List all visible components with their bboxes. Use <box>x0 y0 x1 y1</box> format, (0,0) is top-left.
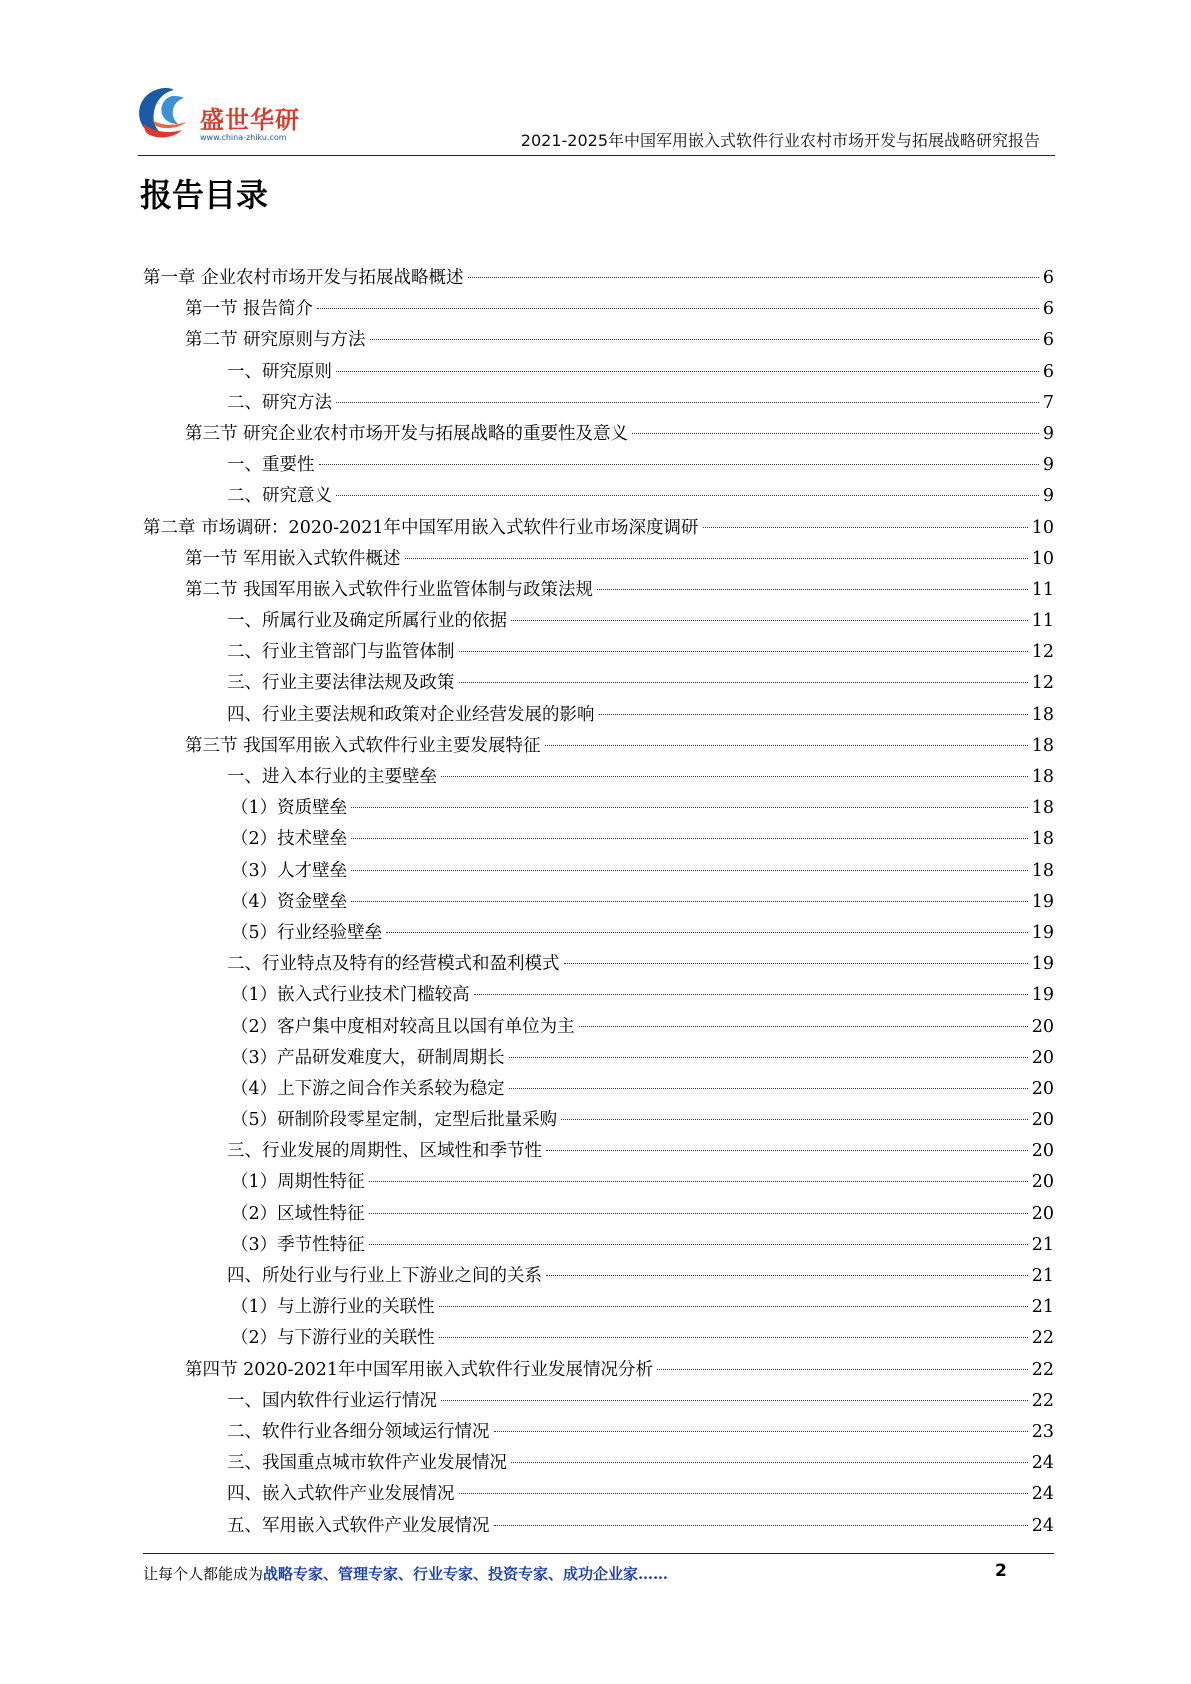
toc-entry-page: 20 <box>1031 1047 1054 1068</box>
toc-leader-dots <box>509 1057 1028 1058</box>
toc-leader-dots <box>351 807 1028 808</box>
toc-leader-dots <box>632 433 1039 434</box>
toc-entry-page: 6 <box>1042 361 1054 382</box>
toc-entry-page: 20 <box>1031 1203 1054 1224</box>
toc-entry-page: 6 <box>1042 299 1054 320</box>
toc-entry-label: （3）人才壁垒 <box>231 860 348 881</box>
toc-entry-page: 9 <box>1042 423 1054 444</box>
toc-entry-subitem[interactable] <box>143 1168 1054 1199</box>
toc-entry-label: （5）行业经验壁垒 <box>231 922 383 943</box>
toc-entry-label: 一、国内软件行业运行情况 <box>227 1390 437 1411</box>
toc-entry-page: 21 <box>1031 1234 1054 1255</box>
page-number: 2 <box>995 1561 1007 1581</box>
toc-entry-subitem[interactable] <box>143 919 1054 950</box>
toc-entry-section[interactable] <box>143 576 1054 607</box>
toc-leader-dots <box>564 963 1028 964</box>
toc-leader-dots <box>439 1337 1028 1338</box>
footer-slogan <box>143 1563 668 1584</box>
toc-leader-dots <box>494 1525 1028 1526</box>
toc-leader-dots <box>459 682 1028 683</box>
toc-leader-dots <box>441 1400 1028 1401</box>
toc-entry-label: （4）上下游之间合作关系较为稳定 <box>231 1078 505 1099</box>
toc-entry-item[interactable] <box>143 358 1054 389</box>
toc-entry-page: 22 <box>1031 1328 1054 1349</box>
toc-entry-item[interactable] <box>143 1418 1054 1449</box>
logo-wordmark: 盛世华研 <box>200 106 300 134</box>
toc-leader-dots <box>319 464 1039 465</box>
toc-entry-label: 第二节 研究原则与方法 <box>185 330 366 351</box>
toc-leader-dots <box>597 589 1028 590</box>
toc-entry-label: （1）资质壁垒 <box>231 798 348 819</box>
toc-entry-page: 21 <box>1031 1297 1054 1318</box>
toc-entry-subitem[interactable] <box>143 1293 1054 1324</box>
toc-entry-item[interactable] <box>143 451 1054 482</box>
toc-entry-item[interactable] <box>143 1262 1054 1293</box>
slogan-highlight: 战略专家、管理专家、行业专家、投资专家、成功企业家…… <box>263 1565 669 1583</box>
toc-entry-label: 三、我国重点城市软件产业发展情况 <box>227 1453 507 1474</box>
toc-entry-page: 12 <box>1031 673 1054 694</box>
toc-entry-subitem[interactable] <box>143 1324 1054 1355</box>
toc-entry-section[interactable] <box>143 326 1054 357</box>
toc-leader-dots <box>511 1462 1028 1463</box>
toc-entry-page: 18 <box>1031 735 1054 756</box>
toc-entry-subitem[interactable] <box>143 1200 1054 1231</box>
toc-entry-chapter[interactable] <box>143 264 1054 295</box>
toc-entry-label: （4）资金壁垒 <box>231 891 348 912</box>
toc-entry-label: 二、研究意义 <box>227 486 332 507</box>
toc-entry-section[interactable] <box>143 295 1054 326</box>
toc-entry-label: 二、行业主管部门与监管体制 <box>227 642 455 663</box>
footer-divider <box>143 1553 1054 1554</box>
toc-leader-dots <box>494 1431 1028 1432</box>
toc-entry-page: 22 <box>1031 1390 1054 1411</box>
toc-entry-item[interactable] <box>143 607 1054 638</box>
toc-leader-dots <box>599 714 1028 715</box>
toc-leader-dots <box>546 1150 1028 1151</box>
toc-entry-label: 五、军用嵌入式软件产业发展情况 <box>227 1515 490 1536</box>
toc-leader-dots <box>579 1026 1028 1027</box>
toc-entry-page: 7 <box>1042 392 1054 413</box>
toc-entry-page: 12 <box>1031 642 1054 663</box>
toc-entry-page: 6 <box>1042 268 1054 288</box>
toc-leader-dots <box>459 1493 1028 1494</box>
toc-entry-page: 20 <box>1031 1110 1054 1131</box>
toc-entry-subitem[interactable] <box>143 857 1054 888</box>
toc-entry-page: 24 <box>1031 1515 1054 1536</box>
toc-entry-label: 第一节 军用嵌入式软件概述 <box>185 548 401 569</box>
toc-leader-dots <box>474 994 1028 995</box>
toc-entry-label: 四、所处行业与行业上下游业之间的关系 <box>227 1266 542 1286</box>
toc-entry-item[interactable] <box>143 1137 1054 1168</box>
toc-leader-dots <box>511 620 1028 621</box>
toc-entry-page: 9 <box>1042 455 1054 476</box>
toc-entry-label: 第三节 研究企业农村市场开发与拓展战略的重要性及意义 <box>185 423 629 444</box>
toc-entry-page: 19 <box>1031 985 1054 1006</box>
toc-entry-item[interactable] <box>143 389 1054 420</box>
toc-entry-label: （2）技术壁垒 <box>231 829 348 850</box>
toc-entry-page: 18 <box>1031 798 1054 819</box>
toc-entry-label: 一、重要性 <box>227 455 315 476</box>
toc-entry-page: 19 <box>1031 922 1054 943</box>
toc-entry-subitem[interactable] <box>143 981 1054 1012</box>
toc-leader-dots <box>468 277 1039 278</box>
toc-entry-label: （2）与下游行业的关联性 <box>231 1328 435 1349</box>
toc-leader-dots <box>441 776 1028 777</box>
header-divider <box>138 155 1055 156</box>
logo-url: www.china-zhiku.com <box>200 133 287 142</box>
toc-entry-item[interactable] <box>143 669 1054 700</box>
toc-leader-dots <box>369 1181 1028 1182</box>
toc-entry-item[interactable] <box>143 1387 1054 1418</box>
toc-entry-section[interactable] <box>143 420 1054 451</box>
toc-leader-dots <box>351 901 1028 902</box>
toc-leader-dots <box>317 308 1039 309</box>
toc-entry-label: （1）与上游行业的关联性 <box>231 1297 435 1318</box>
slogan-prefix: 让每个人都能成为 <box>143 1565 264 1583</box>
toc-entry-label: （2）客户集中度相对较高且以国有单位为主 <box>231 1016 575 1037</box>
toc-leader-dots <box>351 838 1028 839</box>
company-logo <box>138 80 338 150</box>
toc-entry-item[interactable] <box>143 950 1054 981</box>
toc-entry-page: 23 <box>1031 1421 1054 1442</box>
toc-entry-label: （3）产品研发难度大，研制周期长 <box>231 1047 505 1068</box>
toc-entry-label: 一、所属行业及确定所属行业的依据 <box>227 611 507 632</box>
toc-entry-page: 24 <box>1031 1484 1054 1505</box>
toc-entry-label: （5）研制阶段零星定制，定型后批量采购 <box>231 1110 558 1131</box>
toc-entry-page: 19 <box>1031 954 1054 975</box>
toc-leader-dots <box>369 1213 1028 1214</box>
toc-entry-subitem[interactable] <box>143 794 1054 825</box>
toc-entry-subitem[interactable] <box>143 1075 1054 1106</box>
toc-entry-label: 第四节 2020-2021年中国军用嵌入式软件行业发展情况分析 <box>185 1359 654 1380</box>
toc-entry-subitem[interactable] <box>143 888 1054 919</box>
toc-leader-dots <box>546 1275 1028 1276</box>
toc-entry-label: 三、行业主要法律法规及政策 <box>227 673 455 694</box>
toc-entry-page: 10 <box>1031 548 1054 569</box>
toc-entry-item[interactable] <box>143 482 1054 513</box>
toc-entry-page: 18 <box>1031 829 1054 850</box>
toc-entry-page: 10 <box>1031 517 1054 538</box>
toc-entry-subitem[interactable] <box>143 1013 1054 1044</box>
toc-entry-page: 18 <box>1031 704 1054 725</box>
toc-entry-label: 三、行业发展的周期性、区域性和季节性 <box>227 1141 542 1162</box>
toc-entry-chapter[interactable] <box>143 514 1054 545</box>
toc-entry-label: （2）区域性特征 <box>231 1203 365 1224</box>
toc-entry-subitem[interactable] <box>143 1044 1054 1075</box>
toc-leader-dots <box>336 495 1039 496</box>
toc-entry-page: 20 <box>1031 1172 1054 1193</box>
document-title: 2021-2025年中国军用嵌入式软件行业农村市场开发与拓展战略研究报告 <box>520 131 1040 150</box>
toc-leader-dots <box>657 1369 1028 1370</box>
toc-leader-dots <box>509 1088 1028 1089</box>
toc-entry-page: 18 <box>1031 860 1054 881</box>
toc-leader-dots <box>439 1306 1028 1307</box>
toc-entry-label: 二、软件行业各细分领域运行情况 <box>227 1421 490 1442</box>
toc-entry-label: （1）嵌入式行业技术门槛较高 <box>231 985 470 1006</box>
toc-entry-label: （1）周期性特征 <box>231 1172 365 1193</box>
toc-entry-subitem[interactable] <box>143 1231 1054 1262</box>
toc-entry-item[interactable] <box>143 701 1054 732</box>
toc-entry-page: 22 <box>1031 1359 1054 1380</box>
toc-leader-dots <box>336 402 1039 403</box>
toc-entry-section[interactable] <box>143 545 1054 576</box>
toc-leader-dots <box>405 558 1028 559</box>
toc-entry-section[interactable] <box>143 732 1054 763</box>
toc-leader-dots <box>459 651 1028 652</box>
toc-entry-page: 11 <box>1031 611 1054 632</box>
toc-entry-section[interactable] <box>143 1356 1054 1387</box>
toc-leader-dots <box>703 527 1028 528</box>
toc-leader-dots <box>386 932 1028 933</box>
toc-entry-subitem[interactable] <box>143 825 1054 856</box>
toc-leader-dots <box>370 339 1039 340</box>
toc-entry-page: 6 <box>1042 330 1054 351</box>
toc-entry-item[interactable] <box>143 1480 1054 1511</box>
toc-entry-page: 24 <box>1031 1453 1054 1474</box>
toc-entry-item[interactable] <box>143 1449 1054 1480</box>
toc-entry-item[interactable] <box>143 638 1054 669</box>
toc-entry-label: 第二节 我国军用嵌入式软件行业监管体制与政策法规 <box>185 579 594 600</box>
toc-entry-label: 一、进入本行业的主要壁垒 <box>227 767 437 787</box>
toc-entry-label: 第一节 报告简介 <box>185 299 314 320</box>
toc-entry-label: 二、行业特点及特有的经营模式和盈利模式 <box>227 954 560 975</box>
toc-leader-dots <box>369 1244 1028 1245</box>
toc-entry-page: 20 <box>1031 1078 1054 1099</box>
toc-entry-page: 21 <box>1031 1266 1054 1286</box>
toc-entry-page: 19 <box>1031 891 1054 912</box>
toc-entry-page: 20 <box>1031 1016 1054 1037</box>
toc-entry-page: 9 <box>1042 486 1054 507</box>
table-of-contents <box>143 264 1054 1543</box>
toc-leader-dots <box>545 745 1028 746</box>
toc-entry-label: 四、行业主要法规和政策对企业经营发展的影响 <box>227 704 595 725</box>
toc-entry-label: 二、研究方法 <box>227 392 332 413</box>
toc-entry-label: 第一章 企业农村市场开发与拓展战略概述 <box>143 268 464 288</box>
logo-swoosh-icon <box>134 80 204 144</box>
toc-leader-dots <box>336 371 1039 372</box>
toc-entry-label: 四、嵌入式软件产业发展情况 <box>227 1484 455 1505</box>
toc-entry-subitem[interactable] <box>143 1106 1054 1137</box>
toc-entry-label: （3）季节性特征 <box>231 1234 365 1255</box>
toc-entry-label: 一、研究原则 <box>227 361 332 382</box>
toc-leader-dots <box>561 1119 1028 1120</box>
toc-entry-page: 18 <box>1031 767 1054 787</box>
toc-entry-page: 11 <box>1031 579 1054 600</box>
toc-entry-page: 20 <box>1031 1141 1054 1162</box>
page-heading: 报告目录 <box>140 176 269 214</box>
toc-leader-dots <box>351 870 1028 871</box>
toc-entry-label: 第二章 市场调研：2020-2021年中国军用嵌入式软件行业市场深度调研 <box>143 517 699 538</box>
toc-entry-item[interactable] <box>143 763 1054 794</box>
toc-entry-item[interactable] <box>143 1512 1054 1543</box>
toc-entry-label: 第三节 我国军用嵌入式软件行业主要发展特征 <box>185 735 541 756</box>
